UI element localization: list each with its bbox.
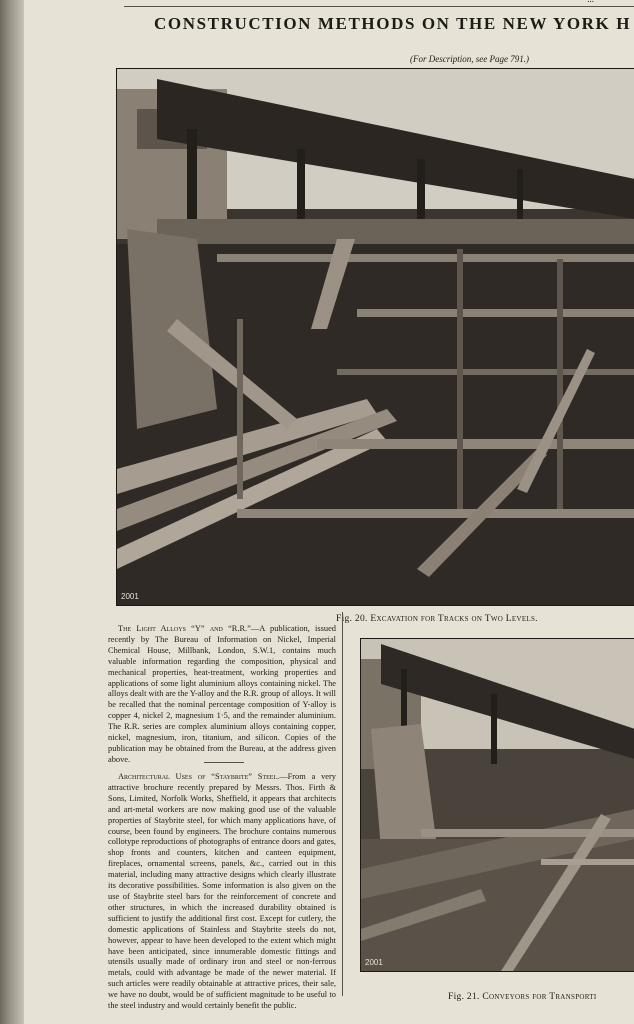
article-separator [204,762,244,763]
article-light-alloys-heading: The Light Alloys “Y” and “R.R.” [118,624,251,633]
column-rule [342,612,343,996]
figure-20-photo [116,68,634,606]
article-staybrite-body: —From a very attractive brochure recently prepared by Messrs. Thos. Firth & Sons, Limited, Norfolk Works, Sheffield, it appears that architects and art-metal workers are now making good use of the valuable properties of Staybrite steel, for which many applications have, of course, been found by engineers. The brochure contains numerous collotype reproductions of photographs of entrance doors and gates, shop fronts and counters, kitchen and canteen equipment, fireplaces, ornamental screens, panels, &c., carried out in this material, including many attractive designs which clearly illustrate its decorative possibilities. Some information is also given on the use of Staybrite steel bars for the reinforcement of concrete and other structures, in which the increased durability obtained is sufficient to justify the additional first cost. Except for cutlery, the domestic applications of Stainless and Staybrite steels do not, however, appear to have been developed to the extent which might have been anticipated, since innumerable domestic fittings and utensils usually made of ordinary iron and steel or non-ferrous metals, could with advantage be made of the newer material. If such articles were readily obtainable at attractive prices, their sale, we have no doubt, would be of sufficient magnitude to be useful to the steel industry and would certainly benefit the public. [108,772,336,1011]
article-light-alloys-body: —A publication, issued recently by The Bureau of Information on Nickel, Imperial Chemical House, Millbank, London, S.W.1, contains much valuable information regarding the composition, physical and mechanical properties, heat-treatment, working properties and applications of some light aluminium alloys containing nickel. The alloys dealt with are the Y-alloy and the R.R. group of alloys. It will be recalled that the nominal percentage composition of Y-alloy is copper 4, nickel 2, magnesium 1·5, and the remainder aluminium. The R.R. series are complex aluminium alloys containing copper, nickel, magnesium, iron, titanium, and silicon. Copies of the publication may be obtained from the Bureau, at the address given above. [108,624,336,764]
conveyor-illustration [361,639,634,971]
figure-21-caption-number: Fig. 21. [448,992,480,1002]
article-column-2 [108,772,336,1012]
top-rule [124,0,634,7]
article-column [108,624,336,766]
figure-21-photo [360,638,634,972]
page-header: CONSTRUCTION METHODS ON THE NEW YORK H [154,14,632,33]
excavation-illustration [117,69,634,605]
book-binding [0,0,24,1024]
figure-20-caption-text: Excavation for Tracks on Two Levels. [370,614,538,624]
figure-21-caption-text: Conveyors for Transporti [482,992,597,1002]
article-staybrite [108,772,336,1012]
figure-21-plate-number: 2001 [365,958,383,967]
figure-20-caption-number: Fig. 20. [336,614,368,624]
figure-20-caption [336,614,538,624]
article-staybrite-heading: Architectural Uses of “Staybrite” Steel. [118,772,280,781]
figure-21-caption [448,992,597,1002]
top-fragment [587,0,594,4]
page-subheader: (For Description, see Page 791.) [410,54,529,64]
figure-20-plate-number: 2001 [121,592,139,601]
article-light-alloys [108,624,336,766]
journal-page [24,0,634,1024]
